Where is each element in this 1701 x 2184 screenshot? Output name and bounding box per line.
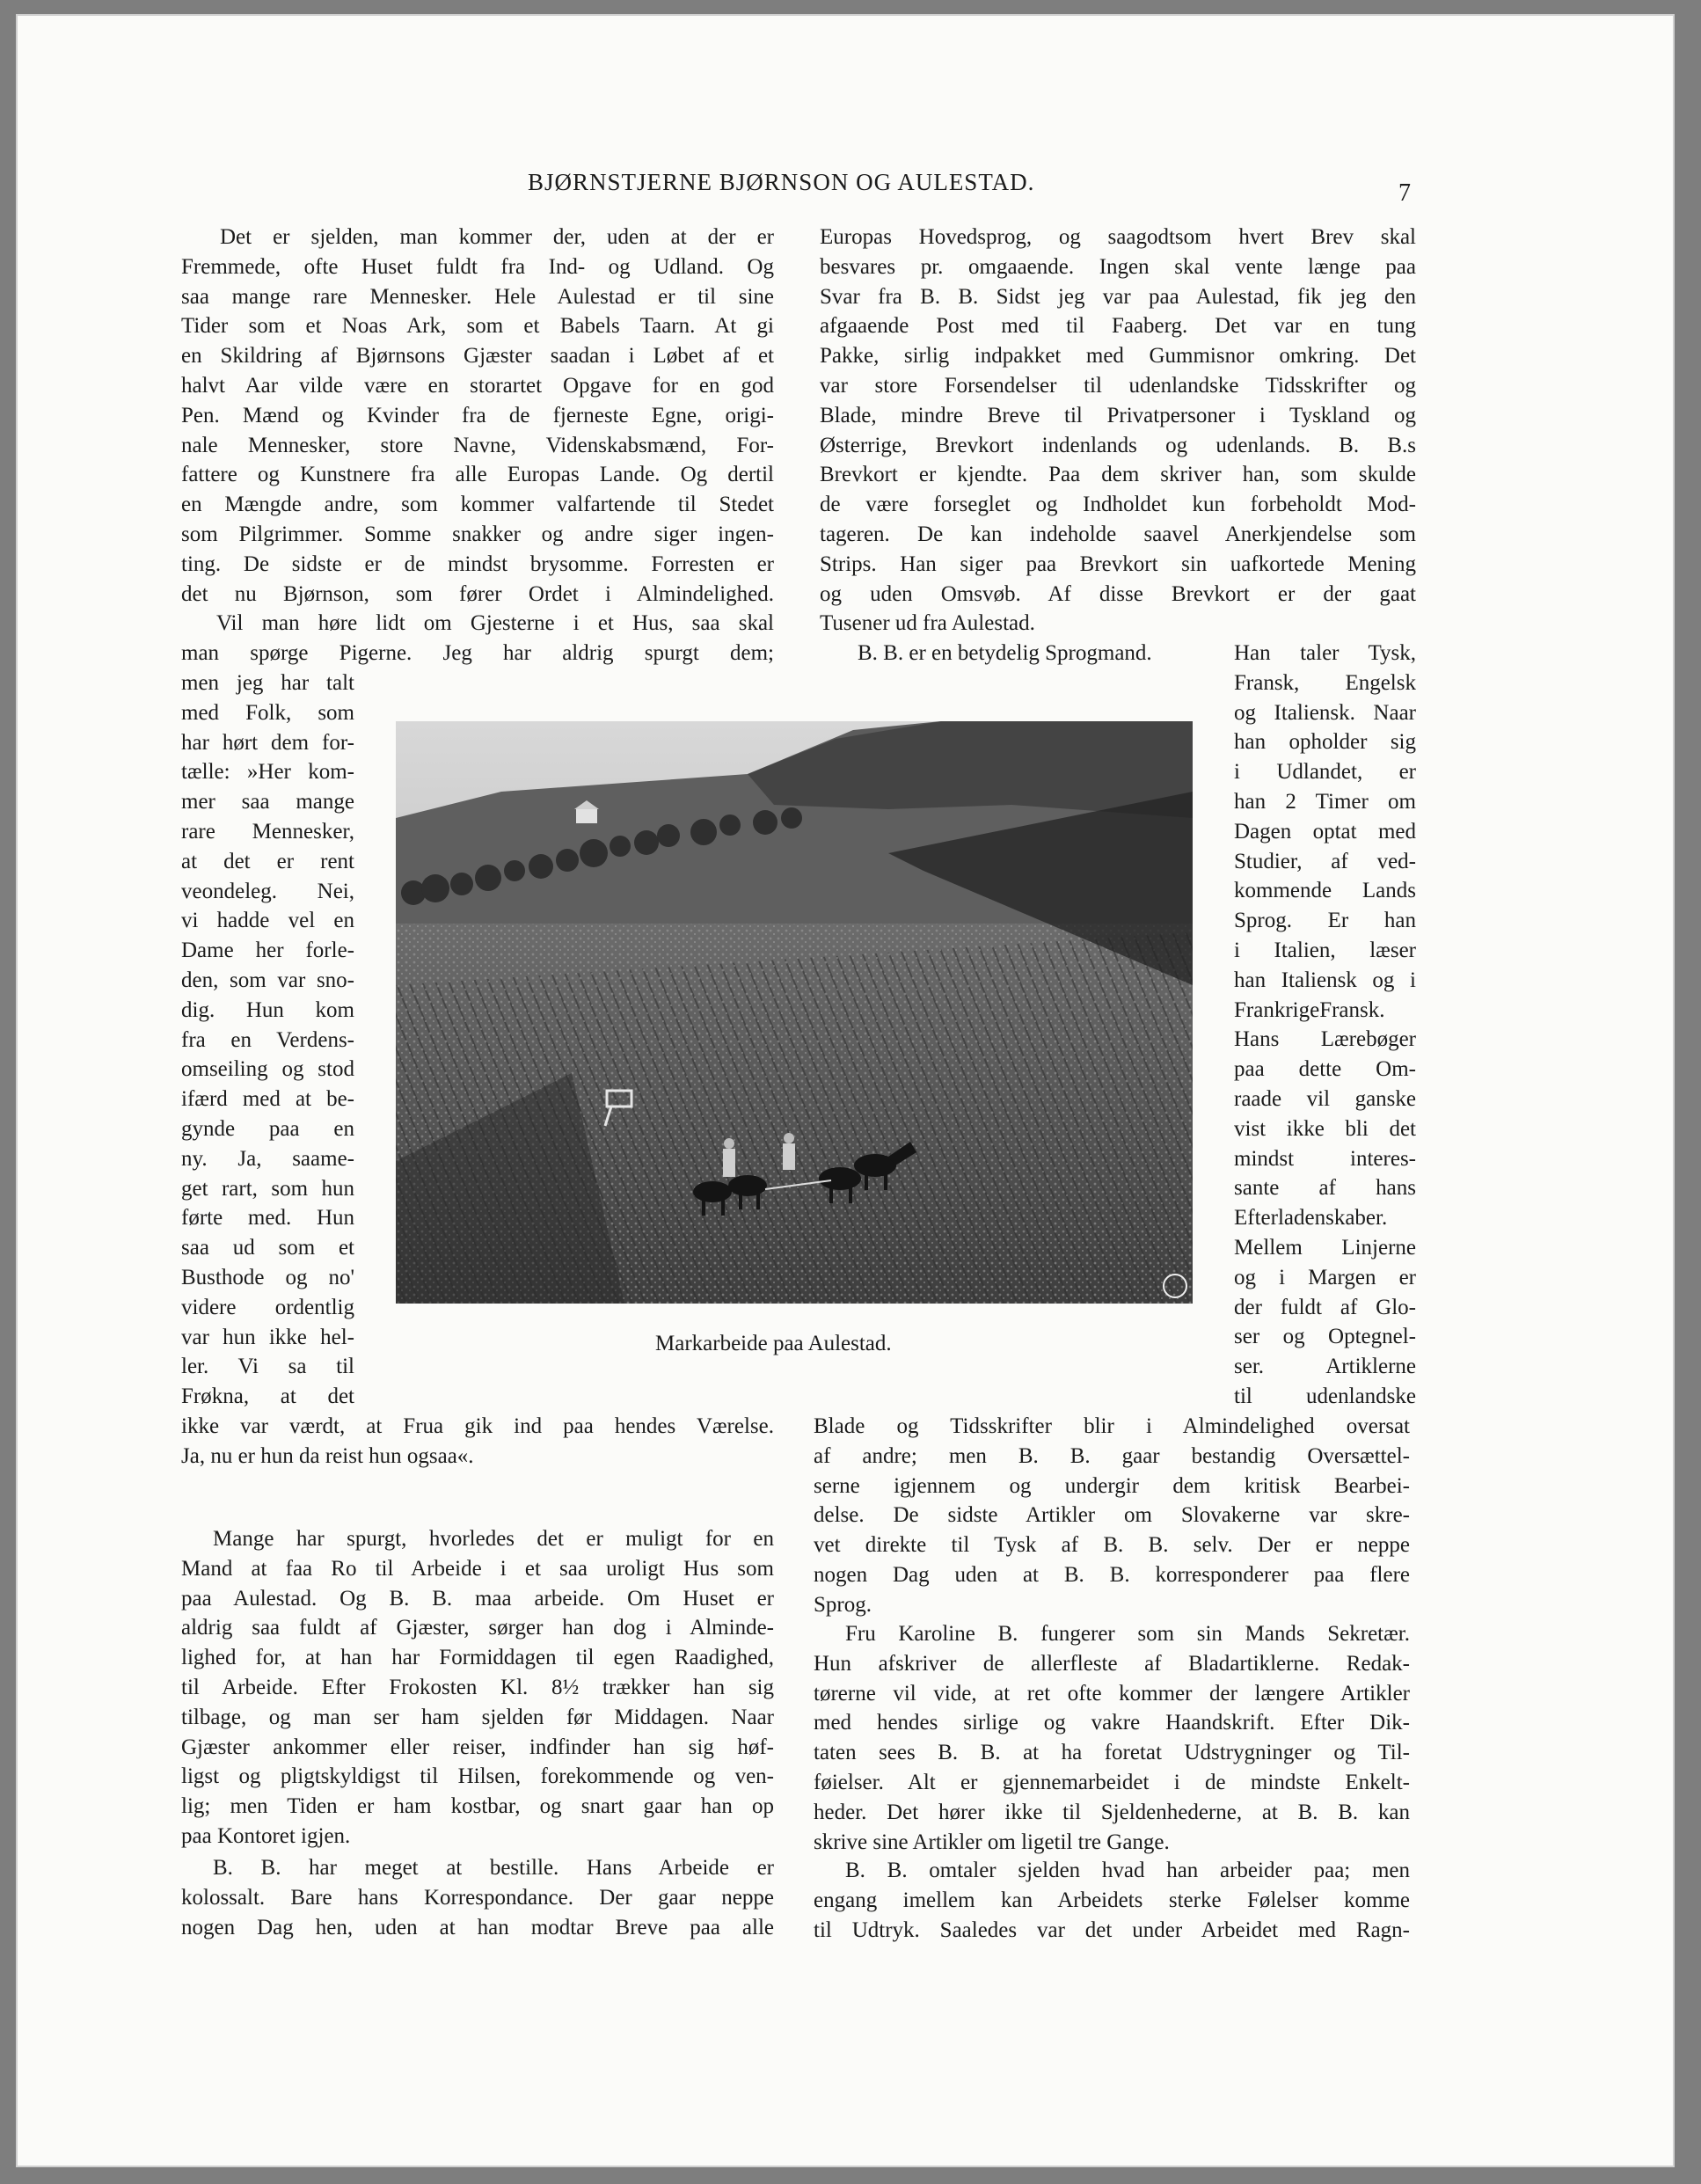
text-line: en Skildring af Bjørnsons Gjæster saadan i Løbet af et	[181, 344, 774, 369]
text-line: ny. Ja, saame-	[181, 1146, 354, 1171]
text-line: B. B. omtaler sjelden hvad han arbeider paa; men	[845, 1859, 1410, 1882]
text-line: FrankrigeFransk.	[1234, 997, 1385, 1022]
text-line: paa Kontoret igjen.	[181, 1824, 351, 1848]
page-number: 7	[1398, 179, 1411, 207]
text-line: tageren. De kan indeholde saavel Anerkjendelse som	[820, 522, 1416, 546]
text-line: til Udtryk. Saaledes var det under Arbeidet med Ragn-	[814, 1917, 1410, 1942]
text-line: nogen Dag hen, uden at han modtar Breve paa alle	[181, 1915, 774, 1939]
text-line: veondeleg. Nei,	[181, 879, 354, 903]
text-line: Mellem Linjerne	[1234, 1236, 1416, 1260]
text-line: Det er sjelden, man kommer der, uden at der er	[220, 225, 774, 249]
text-line: Europas Hovedsprog, og saagodtsom hvert Brev skal	[820, 225, 1416, 249]
text-line: Busthode og no'	[181, 1266, 354, 1289]
text-line: Hun afskriver de allerfleste af Bladartiklerne. Redak-	[814, 1651, 1410, 1676]
text-line: saa mange rare Mennesker. Hele Aulestad er til sine	[181, 284, 774, 309]
text-line: paa Aulestad. Og B. B. maa arbeide. Om Huset er	[181, 1586, 774, 1611]
text-line: tælle: »Her kom-	[181, 760, 354, 785]
text-line: sante af hans	[1234, 1176, 1416, 1201]
text-line: og uden Omsvøb. Af disse Brevkort er der gaat	[820, 581, 1416, 606]
text-line: føielser. Alt er gjennemarbeidet i de mindste Enkelt-	[814, 1771, 1410, 1794]
text-line: saa ud som et	[181, 1236, 354, 1260]
figure-caption: Markarbeide paa Aulestad.	[655, 1332, 892, 1355]
text-line: han Italiensk og i	[1234, 968, 1416, 992]
text-line: engang imellem kan Arbeidets sterke Følelser komme	[814, 1888, 1410, 1912]
text-line: en Mængde andre, som kommer valfartende til Stedet	[181, 493, 774, 517]
text-line: Ja, nu er hun da reist hun ogsaa«.	[181, 1443, 474, 1468]
text-line: dig. Hun kom	[181, 997, 354, 1022]
text-line: af andre; men B. B. gaar bestandig Oversættel-	[814, 1443, 1410, 1468]
text-line: fattere og Kunstnere fra alle Europas Lande. Og dertil	[181, 463, 774, 487]
text-line: rare Mennesker,	[181, 820, 354, 844]
text-line: men jeg har talt	[181, 671, 354, 695]
text-line: paa dette Om-	[1234, 1057, 1416, 1082]
text-line: ser og Optegnel-	[1234, 1325, 1416, 1349]
text-line: lighed for, at han har Formiddagen til egen Raadighed,	[181, 1646, 774, 1670]
text-line: Studier, af ved-	[1234, 849, 1416, 873]
text-line: Dame her forle-	[181, 939, 354, 963]
text-line: han 2 Timer om	[1234, 790, 1416, 814]
text-line: til Arbeide. Efter Frokosten Kl. 8½ trækker han sig	[181, 1676, 774, 1699]
text-line: Fremmede, ofte Huset fuldt fra Ind- og Udland. Og	[181, 254, 774, 279]
text-line: Tusener ud fra Aulestad.	[820, 611, 1035, 636]
text-line: Mand at faa Ro til Arbeide i et saa uroligt Hus som	[181, 1556, 774, 1581]
text-line: vi hadde vel en	[181, 909, 354, 933]
text-line: skrive sine Artikler om ligetil tre Gange.	[814, 1830, 1170, 1854]
text-line: get rart, som hun	[181, 1176, 354, 1201]
text-line: som Pilgrimmer. Somme snakker og andre siger ingen-	[181, 522, 774, 546]
text-line: har hørt dem for-	[181, 730, 354, 755]
text-line: Pakke, sirlig indpakket med Gummisnor omkring. Det	[820, 344, 1416, 369]
running-title: BJØRNSTJERNE BJØRNSON OG AULESTAD.	[528, 169, 1035, 195]
text-line: Frøkna, at det	[181, 1384, 354, 1409]
text-line: Mange har spurgt, hvorledes det er muligt for en	[213, 1527, 774, 1551]
text-line: lig; men Tiden er ham kostbar, og snart gaar han op	[181, 1794, 774, 1819]
text-line: aldrig saa fuldt af Gjæster, sørger han dog i Alminde-	[181, 1616, 774, 1640]
text-line: mindst interes-	[1234, 1146, 1416, 1171]
text-line: videre ordentlig	[181, 1295, 354, 1319]
text-line: med hendes sirlige og vakre Haandskrift. Efter Dik-	[814, 1711, 1410, 1735]
text-line: tørerne vil vide, at ret ofte kommer der længere Artikler	[814, 1681, 1410, 1706]
text-line: og i Margen er	[1234, 1265, 1416, 1289]
text-line: delse. De sidste Artikler om Slovakerne var skre-	[814, 1503, 1410, 1528]
text-line: Svar fra B. B. Sidst jeg var paa Aulestad, fik jeg den	[820, 284, 1416, 309]
text-line: Tider som et Noas Ark, som et Babels Taarn. At gi	[181, 314, 774, 339]
text-line: der fuldt af Glo-	[1234, 1295, 1416, 1319]
text-line: førte med. Hun	[181, 1206, 354, 1231]
text-line: Pen. Mænd og Kvinder fra de fjerneste Egne, origi-	[181, 403, 774, 427]
field-work-photo	[396, 721, 1193, 1304]
text-line: ler. Vi sa til	[181, 1355, 354, 1379]
text-line: gynde paa en	[181, 1117, 354, 1141]
text-line: Hans Lærebøger	[1234, 1027, 1416, 1052]
text-line: vet direkte til Tysk af B. B. selv. Der er neppe	[814, 1533, 1410, 1558]
text-line: Blade, mindre Breve til Privatpersoner i Tyskland og	[820, 403, 1416, 427]
text-line: ligst og pligtskyldigst til Hilsen, forekommende og ven-	[181, 1764, 774, 1789]
text-line: kolossalt. Bare hans Korrespondance. Der gaar neppe	[181, 1885, 774, 1910]
text-line: ikke var værdt, at Frua gik ind paa hendes Værelse.	[181, 1414, 774, 1438]
text-line: vist ikke bli det	[1234, 1116, 1416, 1141]
text-line: Han taler Tysk,	[1234, 641, 1416, 665]
text-line: Efterladenskaber.	[1234, 1206, 1388, 1231]
text-line: at det er rent	[181, 849, 354, 873]
text-line: i Italien, læser	[1234, 939, 1416, 962]
text-line: Sprog. Er han	[1234, 909, 1416, 933]
text-line: kommende Lands	[1234, 879, 1416, 903]
farm-field-illustration	[396, 721, 1193, 1304]
text-line: B. B. har meget at bestille. Hans Arbeide er	[213, 1856, 774, 1880]
text-line: de være forseglet og Indholdet kun forbeholdt Mod-	[820, 493, 1416, 517]
text-line: besvares pr. omgaaende. Ingen skal vente længe paa	[820, 254, 1416, 279]
text-line: var hun ikke hel-	[181, 1325, 354, 1349]
text-line: raade vil ganske	[1234, 1087, 1416, 1111]
text-line: ser. Artiklerne	[1234, 1355, 1416, 1379]
text-line: B. B. er en betydelig Sprogmand.	[858, 641, 1152, 665]
text-line: Vil man høre lidt om Gjesterne i et Hus, saa skal	[216, 611, 774, 635]
text-line: Strips. Han siger paa Brevkort sin uafkortede Mening	[820, 551, 1416, 576]
text-line: Fransk, Engelsk	[1234, 670, 1416, 695]
text-line: fra en Verdens-	[181, 1027, 354, 1052]
text-line: tilbage, og man ser ham sjelden før Middagen. Naar	[181, 1705, 774, 1729]
text-line: Dagen optat med	[1234, 819, 1416, 844]
text-line: i Udlandet, er	[1234, 760, 1416, 785]
text-line: Brevkort er kjendte. Paa dem skriver han, som skulde	[820, 463, 1416, 487]
text-line: Gjæster ankommer eller reiser, indfinder han sig høf-	[181, 1735, 774, 1759]
text-line: taten sees B. B. at ha foretat Udstrygninger og Til-	[814, 1741, 1410, 1765]
text-line: halvt Aar vilde være en storartet Opgave for en god	[181, 374, 774, 398]
text-line: til udenlandske	[1234, 1384, 1416, 1408]
text-line: mer saa mange	[181, 790, 354, 814]
text-line: nogen Dag uden at B. B. korresponderer paa flere	[814, 1563, 1410, 1587]
text-line: det nu Bjørnson, som fører Ordet i Almindelighed.	[181, 581, 774, 606]
text-line: nale Mennesker, store Navne, Videnskabsmænd, For-	[181, 433, 774, 457]
text-line: Østerrige, Brevkort indenlands og udenlands. B. B.s	[820, 433, 1416, 457]
text-line: med Folk, som	[181, 700, 354, 725]
text-line: den, som var sno-	[181, 968, 354, 992]
text-line: heder. Det hører ikke til Sjeldenhederne, at B. B. kan	[814, 1800, 1410, 1824]
text-line: Sprog.	[814, 1592, 872, 1617]
text-line: omseiling og stod	[181, 1057, 354, 1082]
text-line: ting. De sidste er de mindst brysomme. Forresten er	[181, 551, 774, 576]
text-line: var store Forsendelser til udenlandske Tidsskrifter og	[820, 374, 1416, 398]
text-line: serne igjennem og undergir dem kritisk Bearbei-	[814, 1473, 1410, 1498]
text-line: Blade og Tidsskrifter blir i Almindelighed oversat	[814, 1414, 1410, 1438]
text-line: og Italiensk. Naar	[1234, 700, 1416, 725]
text-line: man spørge Pigerne. Jeg har aldrig spurgt dem;	[181, 640, 774, 665]
text-line: han opholder sig	[1234, 730, 1416, 755]
text-line: Fru Karoline B. fungerer som sin Mands Sekretær.	[845, 1622, 1410, 1646]
text-line: ifærd med at be-	[181, 1087, 354, 1112]
text-line: afgaaende Post med til Faaberg. Det var en tung	[820, 314, 1416, 339]
